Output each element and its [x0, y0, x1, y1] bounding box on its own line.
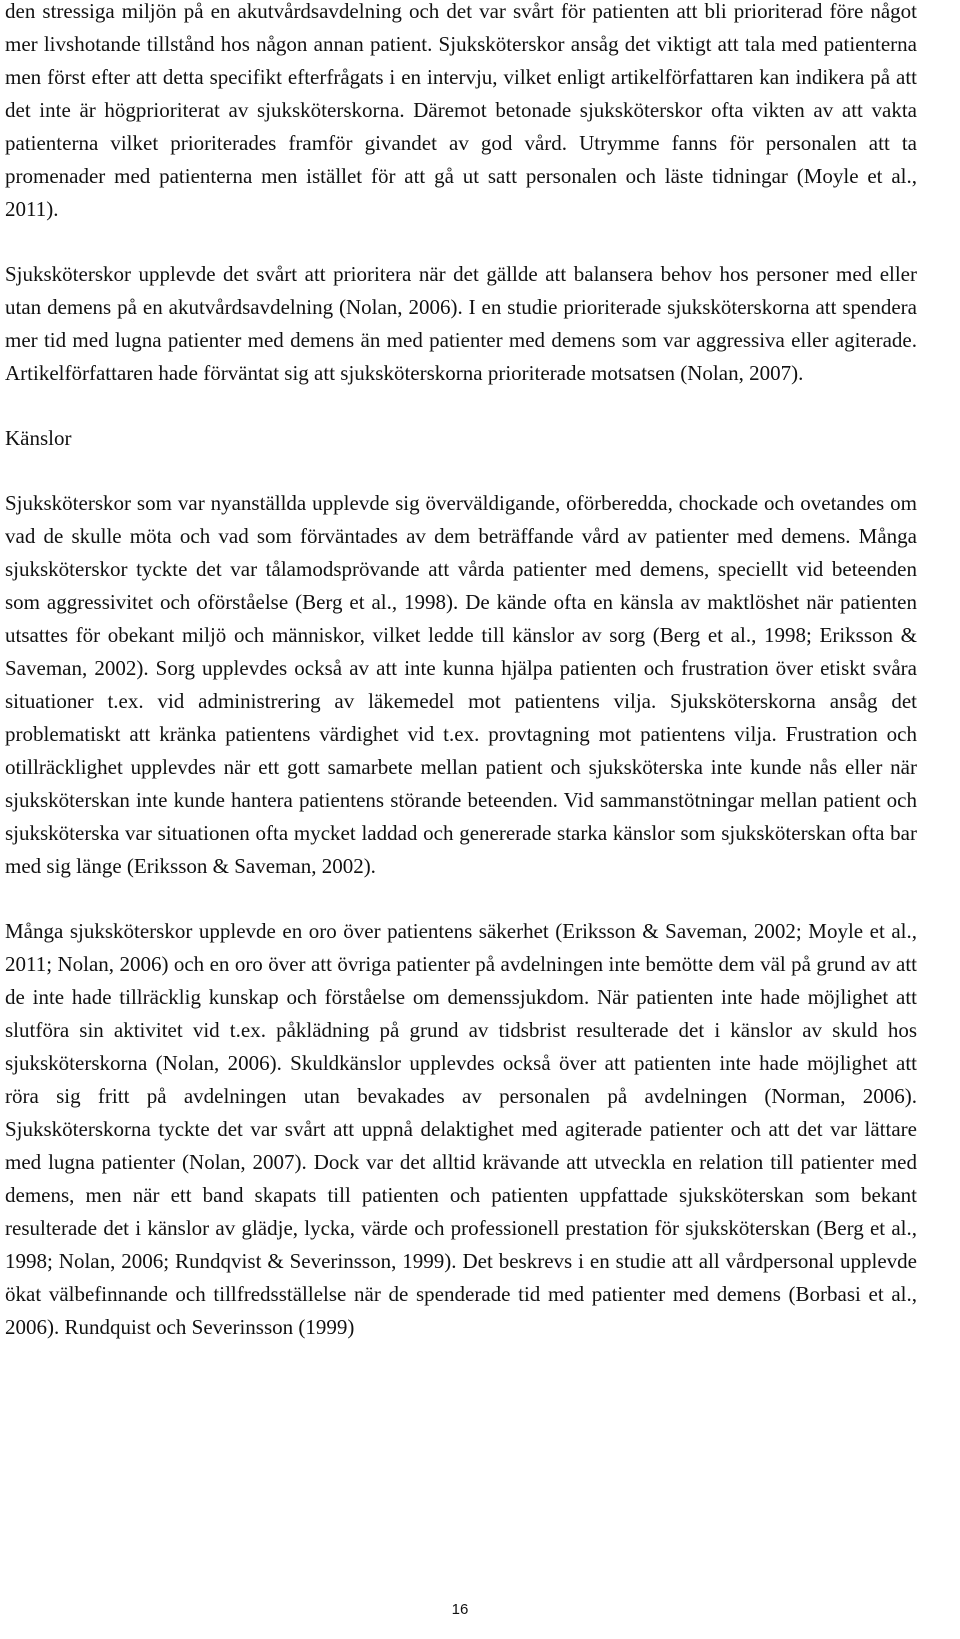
section-heading-kanslor: Känslor	[5, 426, 72, 450]
page-number: 16	[451, 1601, 469, 1618]
paragraph-prioritering-continued: den stressiga miljön på en akutvårdsavdelning och det var svårt för patienten att bli prioriterad före något mer livshotande tillstånd hos någon annan patient. Sjuksköterskor ansåg det viktigt att tala med patienterna men först efter att detta specifikt efterfrågats i en intervju, vilket enligt artikelförfattaren kan indikera på att det inte är högprioriterat av sjuksköterskorna. Däremot betonade sjuksköterskor ofta vikten av att vakta patienterna vilket prioriterades framför givandet av god vård. Utrymme fanns för personalen att ta promenader med patienterna men istället för att gå ut satt personalen och läste tidningar (Moyle et al., 2011).	[5, 0, 917, 221]
document-body	[5, 0, 917, 1344]
paragraph-nyanstallda-sjukskoterskor: Sjuksköterskor som var nyanställda upplevde sig överväldigande, oförberedda, chockade och ovetandes om vad de skulle möta och vad som förväntades av dem beträffande vård av patienter med demens. Många sjuksköterskor tyckte det var tålamodsprövande att vårda patienter med demens, speciellt vid beteenden som aggressivitet och oförståelse (Berg et al., 1998). De kände ofta en känsla av maktlöshet när patienten utsattes för obekant miljö och människor, vilket ledde till känslor av sorg (Berg et al., 1998; Eriksson & Saveman, 2002). Sorg upplevdes också av att inte kunna hjälpa patienten och frustration över etiskt svåra situationer t.ex. vid administrering av läkemedel mot patientens vilja. Sjuksköterskorna ansåg det problematiskt att kränka patientens värdighet vid t.ex. provtagning mot patientens vilja. Frustration och otillräcklighet upplevdes när ett gott samarbete mellan patient och sjuksköterska inte kunde nås eller när sjuksköterskan inte kunde hantera patientens störande beteenden. Vid sammanstötningar mellan patient och sjuksköterska var situationen ofta mycket laddad och genererade starka känslor som sjuksköterskan ofta bar med sig länge (Eriksson & Saveman, 2002).	[5, 491, 917, 878]
paragraph-oro-sakerhet: Många sjuksköterskor upplevde en oro över patientens säkerhet (Eriksson & Saveman, 2002; Moyle et al., 2011; Nolan, 2006) och en oro över att övriga patienter på avdelningen inte bemötte dem väl på grund av att de inte hade tillräcklig kunskap och förståelse om demenssjukdom. När patienten inte hade möjlighet att slutföra sin aktivitet vid t.ex. påklädning på grund av tidsbrist resulterade det i känslor av skuld hos sjuksköterskorna (Nolan, 2006). Skuldkänslor upplevdes också över att patienten inte hade möjlighet att röra sig fritt på avdelningen utan bevakades av personalen på avdelningen (Norman, 2006). Sjuksköterskorna tyckte det var svårt att uppnå delaktighet med agiterade patienter och att det var lättare med lugna patienter (Nolan, 2007). Dock var det alltid krävande att utveckla en relation till patienter med demens, men när ett band skapats till patienten och patienten uppfattade sjuksköterskan som bekant resulterade det i känslor av glädje, lycka, värde och professionell prestation för sjuksköterskan (Berg et al., 1998; Nolan, 2006; Rundqvist & Severinsson, 1999). Det beskrevs i en studie att all vårdpersonal upplevde ökat välbefinnande och tillfredsställelse när de spenderade tid med patienter med demens (Borbasi et al., 2006). Rundquist och Severinsson (1999)	[5, 919, 917, 1339]
paragraph-balansera-behov: Sjuksköterskor upplevde det svårt att prioritera när det gällde att balansera behov hos personer med eller utan demens på en akutvårdsavdelning (Nolan, 2006). I en studie prioriterade sjuksköterskorna att spendera mer tid med lugna patienter med demens än med patienter med demens som var aggressiva eller agiterade. Artikelförfattaren hade förväntat sig att sjuksköterskorna prioriterade motsatsen (Nolan, 2007).	[5, 262, 917, 385]
